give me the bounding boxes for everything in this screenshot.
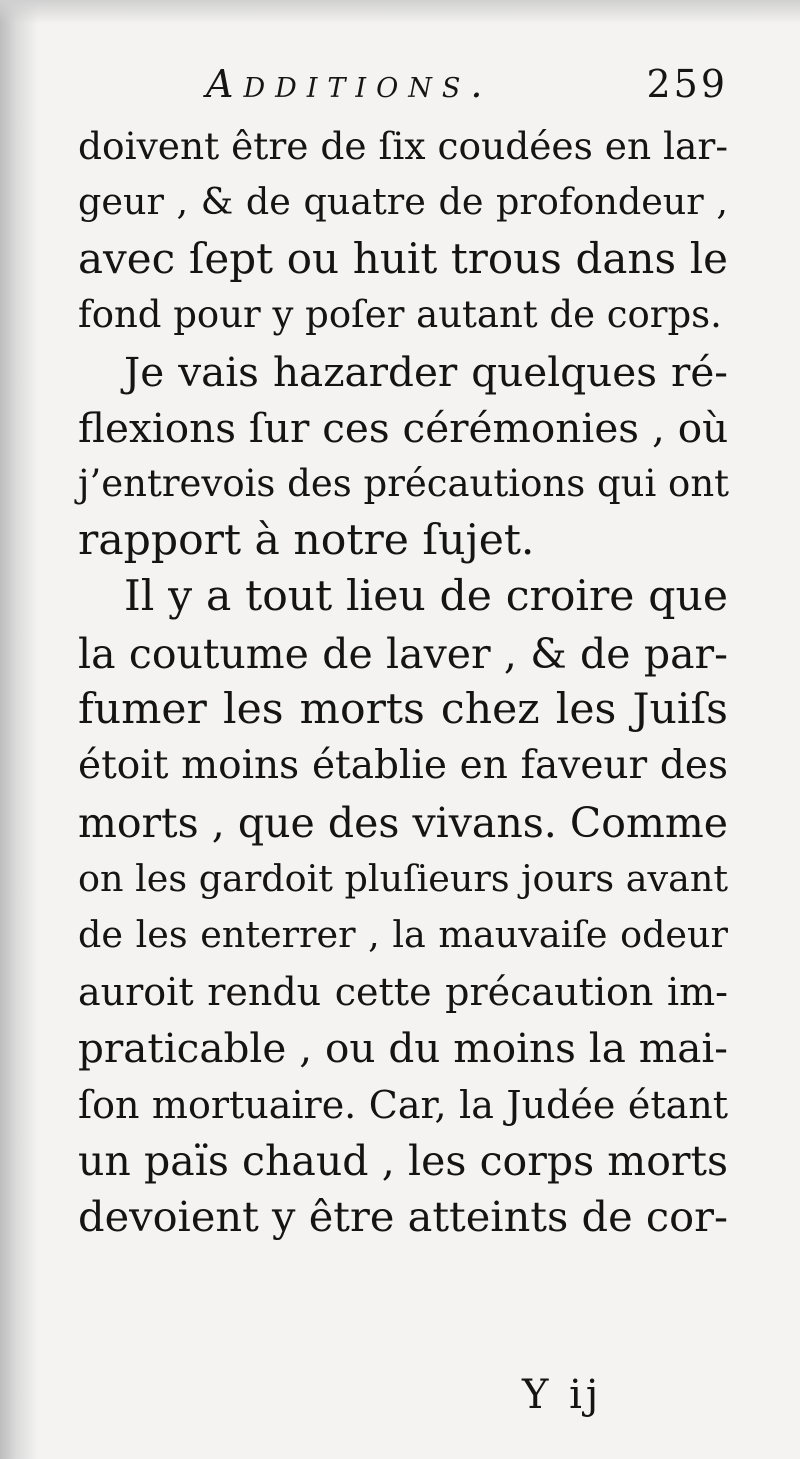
text-line: on les gardoit pluſieurs jours avant bbox=[78, 857, 729, 901]
text-line: un païs chaud , les corps morts bbox=[78, 1137, 728, 1186]
text-line: avec ſept ou huit trous dans le bbox=[78, 233, 728, 283]
text-line: devoient y être atteints de cor- bbox=[78, 1192, 728, 1242]
gutter-shadow bbox=[0, 0, 38, 1459]
text-line: praticable , ou du moins la mai- bbox=[78, 1024, 728, 1073]
text-line: geur , & de quatre de profondeur , bbox=[78, 180, 728, 224]
body-text bbox=[78, 118, 728, 1246]
text-line: étoit moins établie en faveur des bbox=[78, 743, 728, 789]
text-line: ſon mortuaire. Car, la Judée étant bbox=[78, 1082, 728, 1127]
text-line: la coutume de laver , & de par- bbox=[78, 629, 728, 678]
top-edge-shadow bbox=[0, 0, 800, 24]
text-line: rapport à notre ſujet. bbox=[78, 515, 535, 565]
text-line: flexions ſur ces cérémonies , où bbox=[78, 403, 729, 452]
text-line: fumer les morts chez les Juiſs bbox=[78, 684, 728, 734]
text-line: fond pour y poſer autant de corps. bbox=[78, 293, 722, 337]
running-title: Additions. bbox=[206, 62, 493, 106]
text-line: morts , que des vivans. Comme bbox=[78, 798, 728, 847]
text-line: doivent être de ſix coudées en lar- bbox=[78, 124, 728, 168]
page-number: 259 bbox=[646, 62, 728, 106]
text-line: de les enterrer , la mauvaiſe odeur bbox=[78, 913, 728, 957]
signature-mark: Y ij bbox=[522, 1372, 603, 1418]
text-line: Je vais hazarder quelques ré- bbox=[124, 347, 728, 396]
text-line: j’entrevois des précautions qui ont bbox=[78, 462, 730, 506]
text-line: Il y a tout lieu de croire que bbox=[124, 572, 728, 622]
running-head bbox=[78, 62, 728, 122]
text-line: auroit rendu cette précaution im- bbox=[78, 969, 728, 1014]
